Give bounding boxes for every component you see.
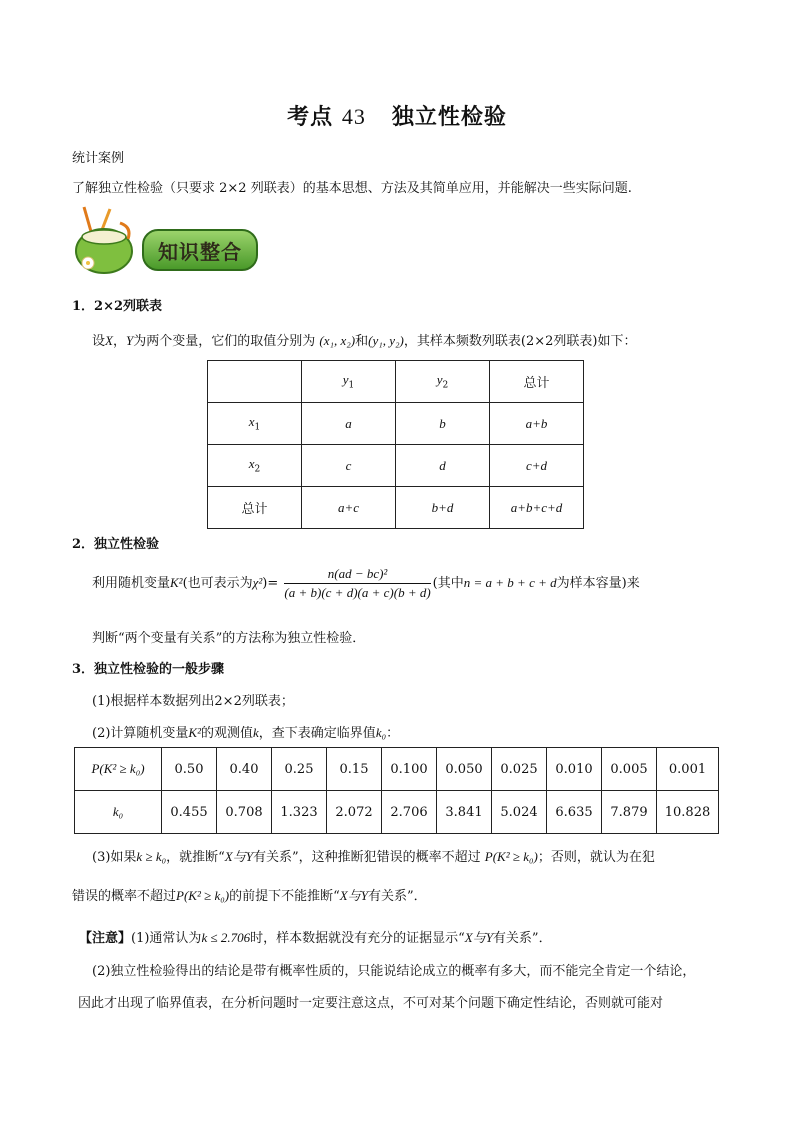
banner-label: 知识整合 (158, 240, 242, 264)
table-cell: c+d (490, 445, 584, 487)
section3-heading: 3．独立性检验的一般步骤 (72, 662, 225, 677)
table-cell: 0.40 (217, 748, 272, 791)
table-cell: 0.100 (382, 748, 437, 791)
table-row (75, 748, 719, 791)
step-2: (2)计算随机变量K²的观测值k，查下表确定临界值k₀： (92, 725, 400, 741)
table-cell: a+b (490, 403, 584, 445)
table-cell: 1.323 (272, 791, 327, 834)
section2-heading: 2．独立性检验 (72, 537, 160, 552)
table-cell: 0.15 (327, 748, 382, 791)
step-3-line2: 错误的概率不超过P(K² ≥ k₀)的前提下不能推断“X与Y有关系”． (72, 888, 427, 904)
table-cell: $y_2$ (396, 361, 490, 403)
table-cell: c (302, 445, 396, 487)
knowledge-banner (70, 205, 260, 277)
table-cell: 0.50 (162, 748, 217, 791)
section2-conclusion: 判断“两个变量有关系”的方法称为独立性检验． (92, 631, 366, 646)
table-cell: 0.455 (162, 791, 217, 834)
table-cell: $x_1$ (208, 403, 302, 445)
table-cell: 0.010 (547, 748, 602, 791)
table-cell: 0.005 (602, 748, 657, 791)
table-cell: 0.001 (657, 748, 719, 791)
note-2-line2: 因此才出现了临界值表，在分析问题时一定要注意这点，不可对某个问题下确定性结论，否则就可能对 (78, 996, 664, 1011)
note-label: 【注意】 (79, 931, 132, 946)
table-cell: 5.024 (492, 791, 547, 834)
table-cell: 6.635 (547, 791, 602, 834)
note-2-line1: (2)独立性检验得出的结论是带有概率性质的，只能说结论成立的概率有多大，而不能完全肯定一个结论， (92, 964, 696, 979)
table-cell: 0.25 (272, 748, 327, 791)
table-row (208, 403, 584, 445)
table-cell: 0.708 (217, 791, 272, 834)
critical-value-table (74, 747, 719, 834)
table-cell: 10.828 (657, 791, 719, 834)
table-cell: a+c (302, 487, 396, 529)
table-cell: 7.879 (602, 791, 657, 834)
page-title: 考点 43 独立性检验 (287, 104, 507, 130)
banner-label-box (142, 229, 258, 271)
table-cell: b (396, 403, 490, 445)
table-cell: d (396, 445, 490, 487)
table-cell: 0.050 (437, 748, 492, 791)
table-cell (208, 361, 302, 403)
section1-intro: 设X，Y为两个变量，它们的取值分别为 (x₁, x₂)和(y₁, y₂)，其样本频数列联表(2×2列联表)如下： (92, 333, 637, 349)
coconut-drink-icon (70, 205, 150, 277)
table-cell: 总计 (490, 361, 584, 403)
step-1: (1)根据样本数据列出2×2列联表； (92, 694, 294, 709)
table-cell: $y_1$ (302, 361, 396, 403)
step-3-line1: (3)如果k ≥ k₀，就推断“X与Y有关系”，这种推断犯错误的概率不超过 P(K² ≥ k₀)；否则，就认为在犯 (92, 849, 655, 865)
contingency-table (207, 360, 584, 529)
table-cell: 2.072 (327, 791, 382, 834)
table-cell: 总计 (208, 487, 302, 529)
note-1: 【注意】(1)通常认为k ≤ 2.706时，样本数据就没有充分的证据显示“X与Y有关系”． (79, 930, 552, 946)
table-cell: k₀ (75, 791, 162, 834)
table-cell: $x_2$ (208, 445, 302, 487)
table-row (75, 791, 719, 834)
table-cell: 3.841 (437, 791, 492, 834)
table-row (208, 361, 584, 403)
table-cell: a+b+c+d (490, 487, 584, 529)
section1-heading: 1．2×2列联表 (72, 299, 163, 314)
formula-fraction: $\frac{\text{n(ad − bc)²}}{(a + b)(c + d)(a + c)(b + d)}$ (284, 566, 431, 600)
chi-square-formula: 利用随机变量K²(也可表示为χ²)= $\frac{\text{n(ad − bc)²}}{(a + b)(c + d)(a + c)(b + d)}$ (其中n = a + b + c + d为样本容量)来 (92, 566, 640, 600)
table-cell: 2.706 (382, 791, 437, 834)
table-cell: b+d (396, 487, 490, 529)
table-cell: 0.025 (492, 748, 547, 791)
title-number: 43 (341, 104, 366, 129)
table-row (208, 445, 584, 487)
syllabus-heading: 统计案例 (72, 151, 125, 166)
table-cell: P(K² ≥ k₀) (75, 748, 162, 791)
syllabus-text: 了解独立性检验（只要求 2×2 列联表）的基本思想、方法及其简单应用，并能解决一些实际问题. (72, 181, 632, 196)
table-cell: a (302, 403, 396, 445)
table-row (208, 487, 584, 529)
